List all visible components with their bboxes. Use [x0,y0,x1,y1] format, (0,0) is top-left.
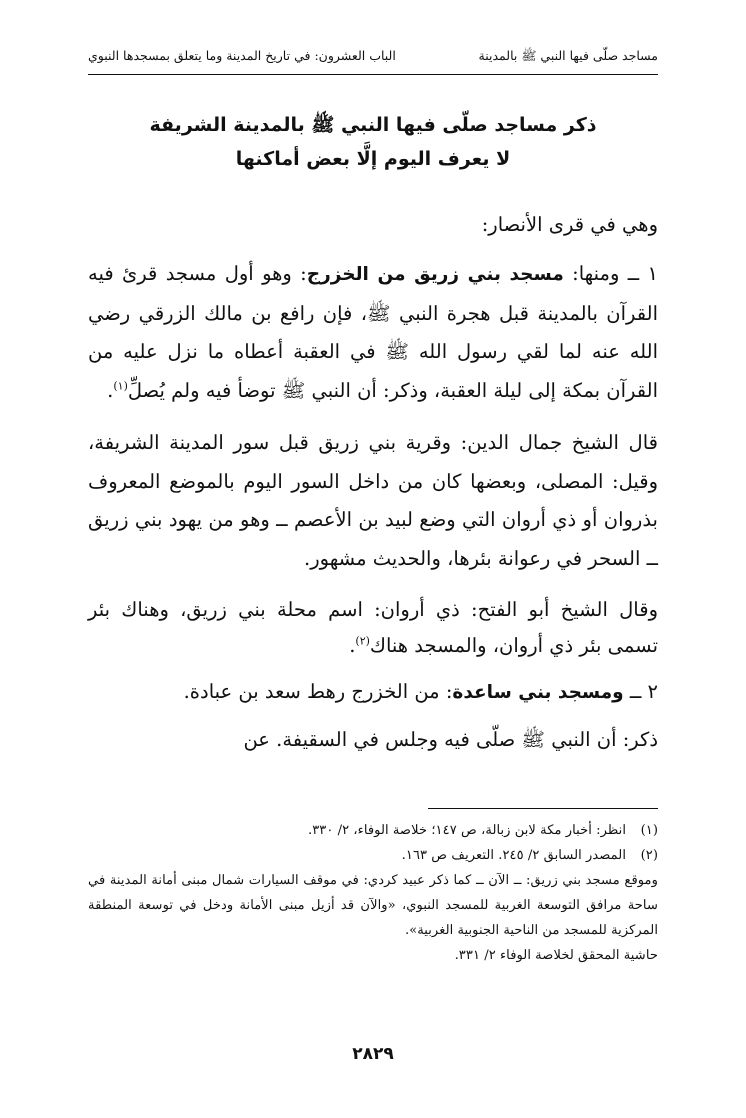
footnote-rule [428,808,658,809]
paragraph-abu-alfath [88,592,658,664]
paragraph-saqifa: ذكر: أن النبي ﷺ صلّى فيه وجلس في السقيفة. عن [243,728,658,751]
footnote-continuation: وموقع مسجد بني زريق: ــ الآن ــ كما ذكر عبيد كردي: في موقف السيارات شمال مبنى أمانة المدينة في ساحة مرافق التوسعة الغربية للمسجد النبوي، «والآن قد أزيل مبنى الأمانة ودخل في توسعة المنطقة المركزية للمسجد من الناحية الجنوبية الغربية». [88,873,658,938]
mosque-name: مسجد بني زريق من الخزرج [306,264,564,285]
paragraph-bani-saida [88,674,658,711]
footnotes [88,818,658,968]
footnote [88,818,658,843]
paragraph-text: وقال الشيخ أبو الفتح: ذي أروان: اسم محلة بني زريق، وهناك بئر تسمى بئر ذي أروان، والمسجد هناك [88,598,658,657]
header-rule [88,74,658,75]
paragraph-text: : وهو أول مسجد قرئ فيه القرآن بالمدينة قبل هجرة النبي ﷺ، فإن رافع بن مالك الزرقي رضي الله عنه لما لقي رسول الله ﷺ في العقبة أعطاه ما نزل عليه من القرآن بمكة إلى ليلة العقبة، وذكر: أن النبي ﷺ توضأ فيه ولم يُصلِّ [88,262,658,402]
item-number: ٢ ــ [623,680,658,703]
intro-line: وهي في قرى الأنصار: [481,213,658,236]
paragraph-text: : من الخزرج رهط سعد بن عبادة. [183,680,453,703]
item-number: ١ ــ ومنها: [563,262,658,285]
paragraph-end: . [349,634,356,657]
main-text [88,205,658,774]
footnote-number: (١) [640,823,658,838]
paragraph-end: . [107,378,114,402]
footnote-ref: (١) [113,379,128,392]
footnote-source: حاشية المحقق لخلاصة الوفاء ٢/ ٣٣١. [454,948,658,963]
running-header [88,48,658,63]
paragraph-bani-zuraiq [88,255,658,410]
footnote-number: (٢) [640,848,658,863]
section-heading [88,108,658,176]
header-chapter-title: الباب العشرون: في تاريخ المدينة وما يتعلق بمسجدها النبوي [88,48,396,63]
paragraph-jamal-aldin: قال الشيخ جمال الدين: وقرية بني زريق قبل سور المدينة الشريفة، وقيل: المصلى، وبعضها كان من داخل السور اليوم بالموضع المعروف بذروان أو ذي أروان التي وضع لبيد بن الأعصم ــ وهو من يهود بني زريق ــ السحر في رعوانة بئرها، والحديث مشهور. [88,431,658,570]
heading-line-2: لا يعرف اليوم إلَّا بعض أماكنها [235,148,511,170]
footnote-text: المصدر السابق ٢/ ٢٤٥. التعريف ص ١٦٣. [401,848,626,863]
footnote-ref: (٢) [355,634,370,648]
heading-line-1: ذكر مساجد صلّى فيها النبي ﷺ بالمدينة الشريفة [149,114,597,136]
page-number: ٢٨٢٩ [352,1044,394,1064]
header-chapter-section: مساجد صلّى فيها النبي ﷺ بالمدينة [478,48,658,63]
mosque-name: ومسجد بني ساعدة [452,682,624,703]
footnote [88,843,658,868]
footnote-text: انظر: أخبار مكة لابن زبالة، ص ١٤٧؛ خلاصة الوفاء، ٢/ ٣٣٠. [308,823,626,838]
